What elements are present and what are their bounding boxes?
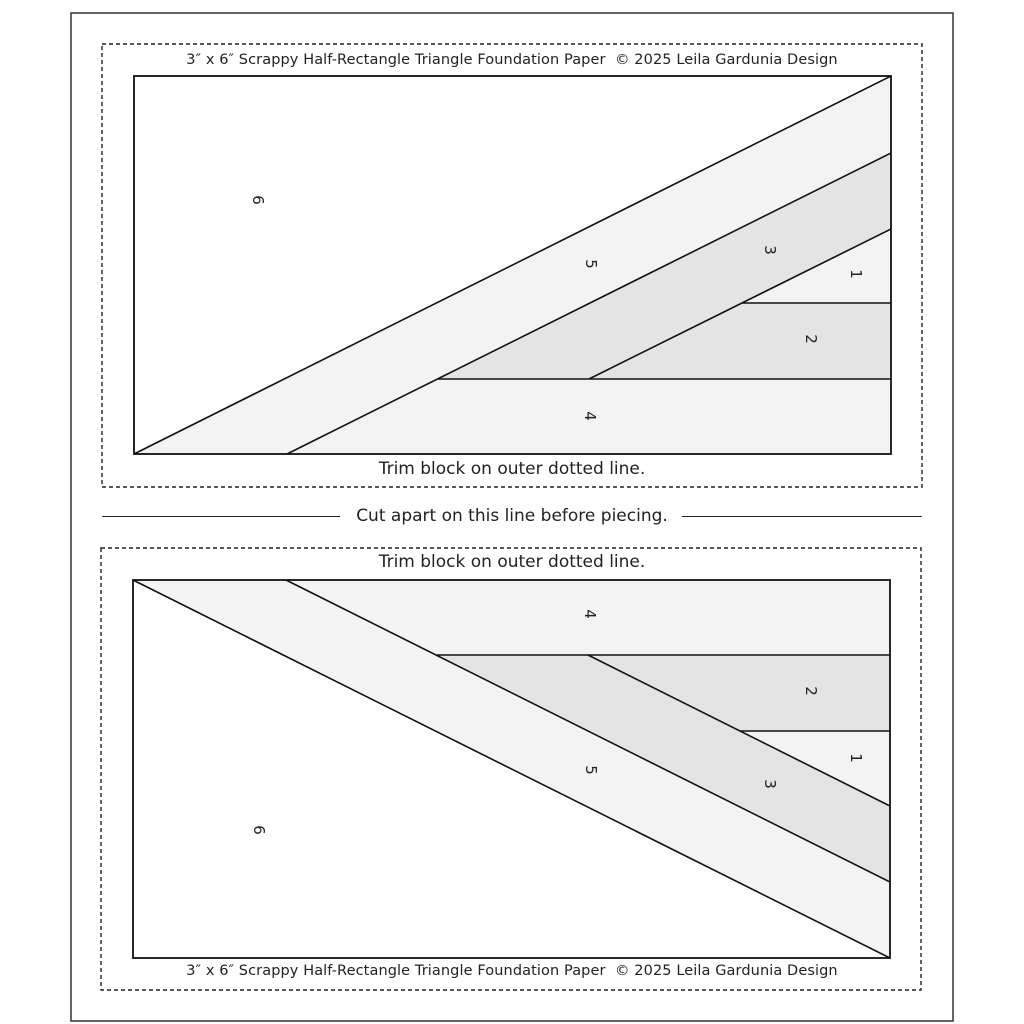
cut-line-right <box>682 516 922 517</box>
bottom-copyright: © 2025 Leila Gardunia Design <box>615 963 838 979</box>
bottom-label-3: 3 <box>761 779 779 789</box>
bottom-label-6: 6 <box>250 825 268 835</box>
top-trim-note: Trim block on outer dotted line. <box>378 459 646 479</box>
bottom-label-2: 2 <box>802 686 820 696</box>
top-label-3: 3 <box>761 245 779 255</box>
top-header-caption <box>0 52 1024 68</box>
bottom-label-5: 5 <box>582 765 600 775</box>
top-copyright: © 2025 Leila Gardunia Design <box>615 52 838 68</box>
bottom-footer-caption <box>0 963 1024 979</box>
top-template-title: 3″ x 6″ Scrappy Half-Rectangle Triangle Foundation Paper <box>186 52 606 68</box>
top-label-1: 1 <box>847 269 865 279</box>
bottom-trim-note: Trim block on outer dotted line. <box>378 552 646 572</box>
top-label-5: 5 <box>582 259 600 269</box>
bottom-label-4: 4 <box>581 609 599 619</box>
cut-apart-line <box>102 505 922 527</box>
top-block <box>102 44 922 487</box>
bottom-template-title: 3″ x 6″ Scrappy Half-Rectangle Triangle Foundation Paper <box>186 963 606 979</box>
top-label-4: 4 <box>581 411 599 421</box>
bottom-block <box>101 548 921 990</box>
cut-note: Cut apart on this line before piecing. <box>356 506 668 526</box>
top-label-2: 2 <box>802 334 820 344</box>
bottom-label-1: 1 <box>847 753 865 763</box>
top-label-6: 6 <box>249 195 267 205</box>
